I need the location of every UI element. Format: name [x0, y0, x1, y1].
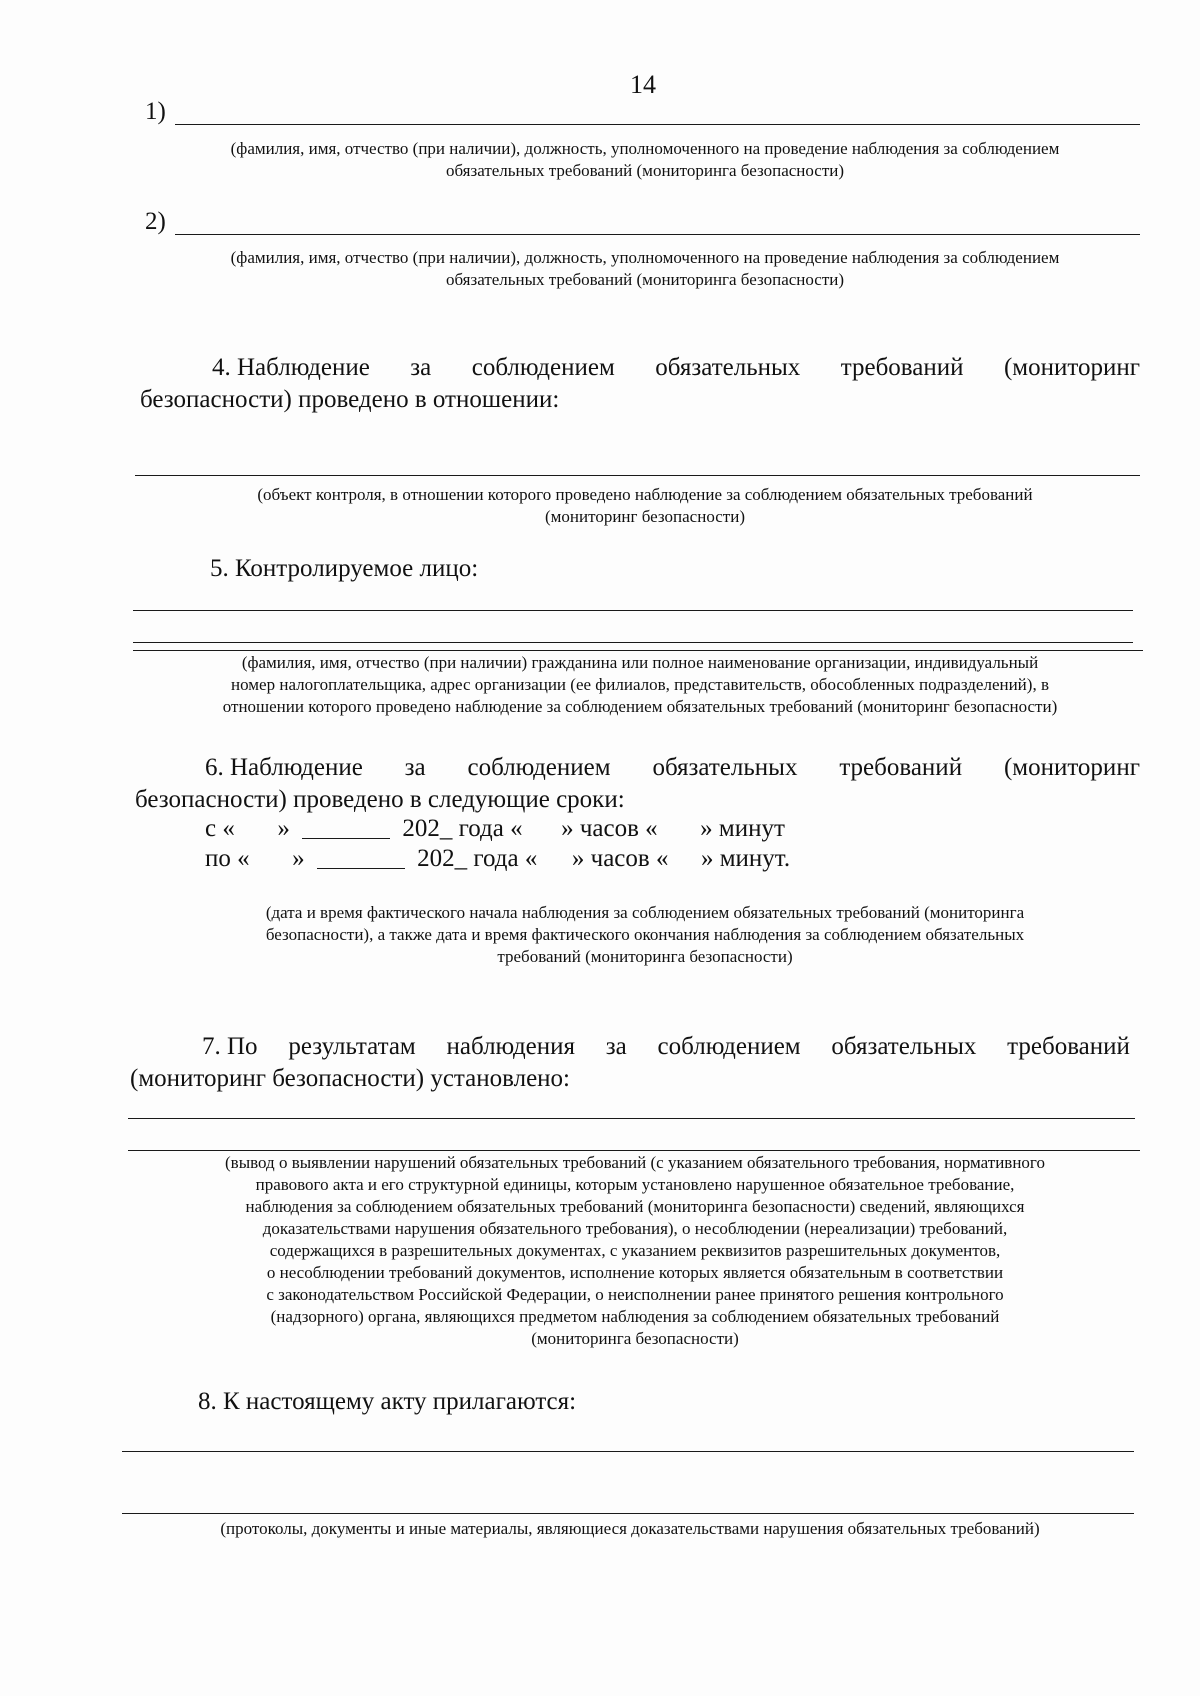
section-7-fill-line-2	[128, 1150, 1140, 1151]
section-8-fill-line-2	[122, 1513, 1134, 1514]
section-8-caption: (протоколы, документы и иные материалы, являющиеся доказательствами нарушения обязательных требований)	[220, 1519, 1040, 1538]
period-to-row: по « » 202_ года « » часов « » минут.	[205, 845, 791, 872]
section-5-fill-line-2	[133, 642, 1133, 643]
section-6-caption: (дата и время фактического начала наблюдения за соблюдением обязательных требований (мониторинга безопасности), а также дата и время фактического окончания наблюдения за соблюдением обязательных требований (мониторинга безопасности)	[265, 903, 1025, 966]
section-7-line-1: 7. По результатам наблюдения за соблюдением обязательных требований	[202, 1033, 1130, 1060]
section-5-caption: (фамилия, имя, отчество (при наличии) гражданина или полное наименование организации, индивидуальный номер налогоплательщика, адрес организации (ее филиалов, представительств, обособленных подразделений), в отношении которого проведено наблюдение за соблюдением обязательных требований (мониторинг безопасности)	[222, 653, 1058, 716]
inspector-2-caption: (фамилия, имя, отчество (при наличии), должность, уполномоченного на проведение наблюдения за соблюдением обязательных требований (мониторинга безопасности)	[230, 248, 1060, 289]
section-8-heading: 8. К настоящему акту прилагаются:	[198, 1388, 577, 1415]
section-5-heading: 5. Контролируемое лицо:	[210, 555, 479, 582]
inspector-2-fill-line	[175, 234, 1140, 235]
section-6-line-2: безопасности) проведено в следующие сроки:	[135, 786, 625, 813]
inspector-1-caption: (фамилия, имя, отчество (при наличии), должность, уполномоченного на проведение наблюдения за соблюдением обязательных требований (мониторинга безопасности)	[230, 139, 1060, 180]
section-5-fill-line-1	[133, 610, 1133, 611]
section-4-line-1: 4. Наблюдение за соблюдением обязательных требований (мониторинг	[212, 354, 1140, 381]
inspector-1-number: 1)	[145, 98, 166, 125]
section-7-line-2: (мониторинг безопасности) установлено:	[130, 1065, 571, 1092]
section-6-line-1: 6. Наблюдение за соблюдением обязательных требований (мониторинг	[205, 754, 1140, 781]
section-7-text	[130, 1031, 1130, 1095]
page-number: 14	[630, 70, 656, 99]
section-5-fill-line-3	[133, 650, 1143, 651]
section-4-text	[140, 352, 1140, 416]
section-4-fill-line	[135, 475, 1140, 476]
section-4-caption: (объект контроля, в отношении которого проведено наблюдение за соблюдением обязательных требований (мониторинг безопасности)	[257, 485, 1033, 526]
period-from-month-blank	[302, 838, 390, 839]
period-from-row: с « » 202_ года « » часов « » минут	[205, 815, 785, 842]
section-6-text	[135, 752, 1140, 816]
section-7-fill-line-1	[128, 1118, 1135, 1119]
section-4-line-2: безопасности) проведено в отношении:	[140, 386, 560, 413]
period-to-month-blank	[317, 868, 405, 869]
section-7-caption: (вывод о выявлении нарушений обязательных требований (с указанием обязательного требования, нормативного правового акта и его структурной единицы, которым установлено нарушенное обязательное требование, наблюдения за соблюдением обязательных требований (мониторинга безопасности) сведений, являющихся доказательствами нарушения обязательного требования), о несоблюдении (нереализации) требований, содержащихся в разрешительных документах, с указанием реквизитов разрешительных документов, о несоблюдении требований документов, исполнение которых является обязательным в соответствии с законодательством Российской Федерации, о неисполнении ранее принятого решения контрольного (надзорного) органа, являющихся предметом наблюдения за соблюдением обязательных требований (мониторинга безопасности)	[225, 1153, 1045, 1348]
inspector-2-number: 2)	[145, 208, 166, 235]
section-8-fill-line-1	[122, 1451, 1134, 1452]
inspector-1-fill-line	[175, 124, 1140, 125]
